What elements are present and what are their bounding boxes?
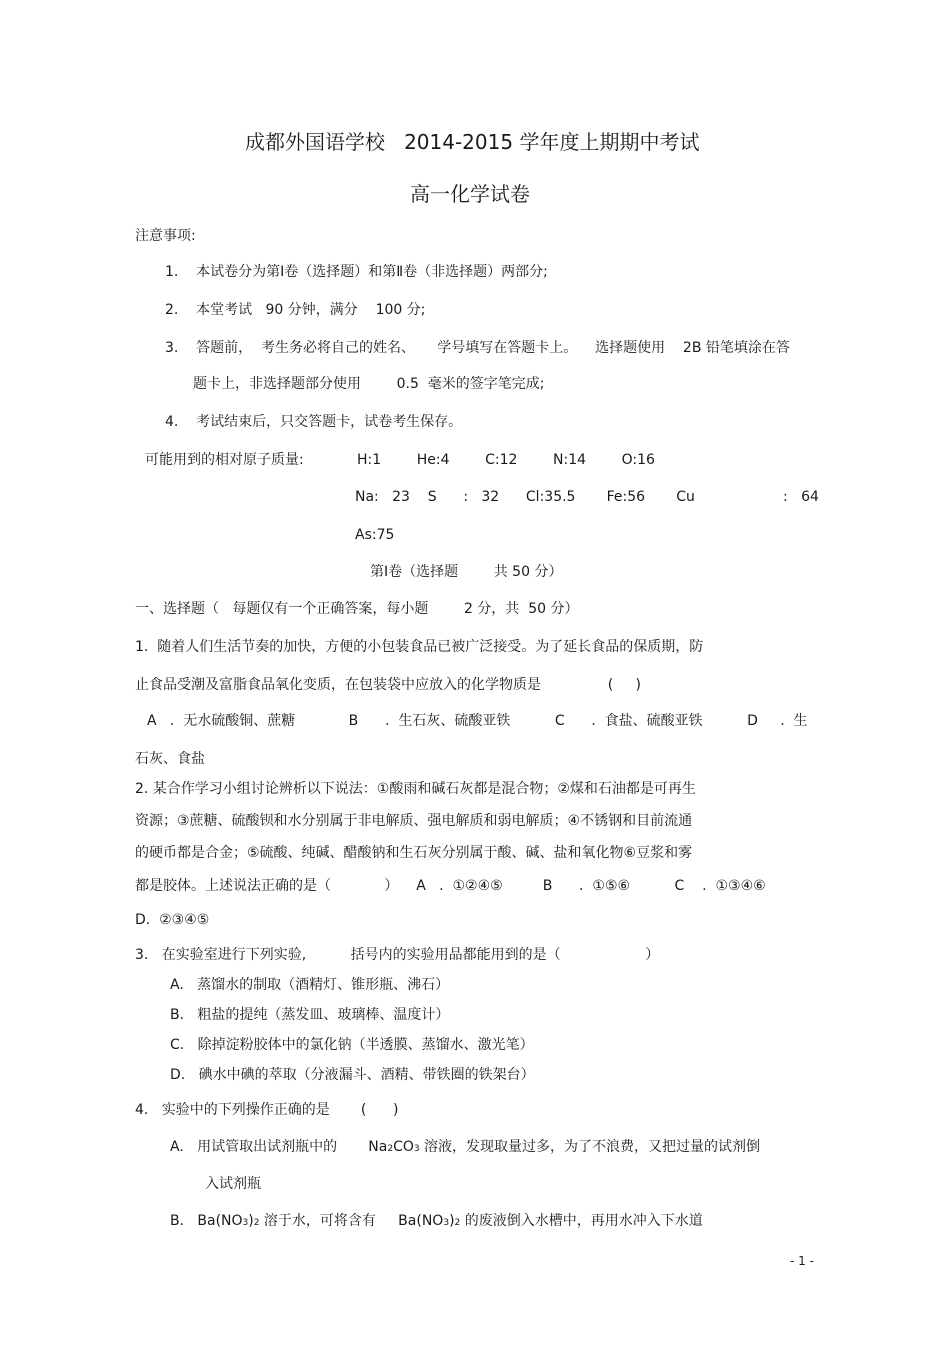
question-1-options-cont: 石灰、食盐 <box>135 751 205 767</box>
question-3-line-1: 3. 在实验室进行下列实验, 括号内的实验用品都能用到的是（ ） <box>135 947 660 963</box>
question-3-option-d: D. 碘水中碘的萃取（分液漏斗、酒精、带铁圈的铁架台） <box>170 1067 535 1083</box>
atomic-mass-row-2: Na: 23 S : 32 Cl:35.5 Fe:56 Cu <box>355 489 695 505</box>
question-4-line-1: 4. 实验中的下列操作正确的是 ( ) <box>135 1102 399 1118</box>
q4b-mid: ) <box>248 1213 254 1229</box>
question-4-option-a <box>170 1137 760 1159</box>
question-1-line-2: 止食品受潮及富脂食品氧化变质，在包装袋中应放入的化学物质是 ( ) <box>135 677 641 693</box>
question-2-line-2: 资源；③蔗糖、硫酸钡和水分别属于非电解质、强电解质和弱电解质；④不锈钢和目前流通 <box>135 813 693 829</box>
atomic-mass-row-1: H:1 He:4 C:12 N:14 O:16 <box>357 452 655 468</box>
question-3-option-a: A. 蒸馏水的制取（酒精灯、锥形瓶、沸石） <box>170 977 450 993</box>
question-1-line-1: 1. 随着人们生活节奏的加快，方便的小包装食品已被广泛接受。为了延长食品的保质期，防 <box>135 639 704 655</box>
question-2-line-4: 都是胶体。上述说法正确的是（ ） A . ①②④⑤ B . ①⑤⑥ C . ①③④⑥ <box>135 878 766 894</box>
page-number: - 1 - <box>790 1254 814 1268</box>
q4b-sub-4: 2 <box>454 1218 461 1228</box>
part-one-heading: 第Ⅰ卷（选择题 共 50 分） <box>370 564 563 580</box>
q4a-sub-2: 3 <box>413 1144 420 1154</box>
q4a-post: 溶液，发现取量过多，为了不浪费，又把过量的试剂倒 <box>419 1139 761 1155</box>
q4b-pre: B. Ba(NO <box>170 1213 243 1229</box>
question-2-line-3: 的硬币都是合金；⑤硫酸、纯碱、醋酸钠和生石灰分别属于酸、碱、盐和氧化物⑥豆浆和雾 <box>135 845 693 861</box>
question-4-option-b <box>170 1211 703 1233</box>
q4b-sub-3: 3 <box>443 1218 450 1228</box>
section-heading: 一、选择题（ 每题仅有一个正确答案，每小题 2 分，共 50 分） <box>135 601 579 617</box>
exam-subtitle: 高一化学试卷 <box>410 182 530 206</box>
atomic-mass-row-3: As:75 <box>355 527 395 543</box>
q4b-mid-3: ) <box>449 1213 455 1229</box>
note-item-3-cont: 题卡上，非选择题部分使用 0.5 毫米的签字笔完成; <box>193 376 545 392</box>
atomic-mass-label: 可能用到的相对原子质量: <box>145 452 304 468</box>
q4a-sub-1: 2 <box>387 1144 394 1154</box>
q4b-mid-2: 溶于水，可将含有 Ba(NO <box>259 1213 444 1229</box>
question-3-option-b: B. 粗盐的提纯（蒸发皿、玻璃棒、温度计） <box>170 1007 450 1023</box>
question-2-line-1: 2. 某合作学习小组讨论辨析以下说法：①酸雨和碱石灰都是混合物；②煤和石油都是可再生 <box>135 781 696 797</box>
q4b-sub-2: 2 <box>253 1218 260 1228</box>
q4a-mid: CO <box>393 1139 414 1155</box>
question-4-option-a-cont: 入试剂瓶 <box>205 1176 261 1192</box>
note-item-4: 4. 考试结束后，只交答题卡，试卷考生保存。 <box>165 414 463 430</box>
q4b-post: 的废液倒入水槽中，再用水冲入下水道 <box>460 1213 703 1229</box>
question-1-options: A . 无水硫酸铜、蔗糖 B . 生石灰、硫酸亚铁 C . 食盐、硫酸亚铁 D . 生 <box>147 713 808 729</box>
q4b-sub-1: 3 <box>242 1218 249 1228</box>
note-item-1: 1. 本试卷分为第Ⅰ卷（选择题）和第Ⅱ卷（非选择题）两部分; <box>165 264 548 280</box>
question-3-option-c: C. 除掉淀粉胶体中的氯化钠（半透膜、蒸馏水、激光笔） <box>170 1037 534 1053</box>
atomic-mass-row-2-end: : 64 <box>783 489 819 505</box>
note-item-2: 2. 本堂考试 90 分钟，满分 100 分; <box>165 302 426 318</box>
notes-heading: 注意事项: <box>135 228 196 244</box>
exam-title: 成都外国语学校 2014-2015 学年度上期期中考试 <box>245 130 700 154</box>
note-item-3: 3. 答题前， 考生务必将自己的姓名、 学号填写在答题卡上。 选择题使用 2B 铅笔填涂在答 <box>165 340 790 356</box>
question-2-line-5: D. ②③④⑤ <box>135 912 210 928</box>
q4a-pre: A. 用试管取出试剂瓶中的 Na <box>170 1139 388 1155</box>
